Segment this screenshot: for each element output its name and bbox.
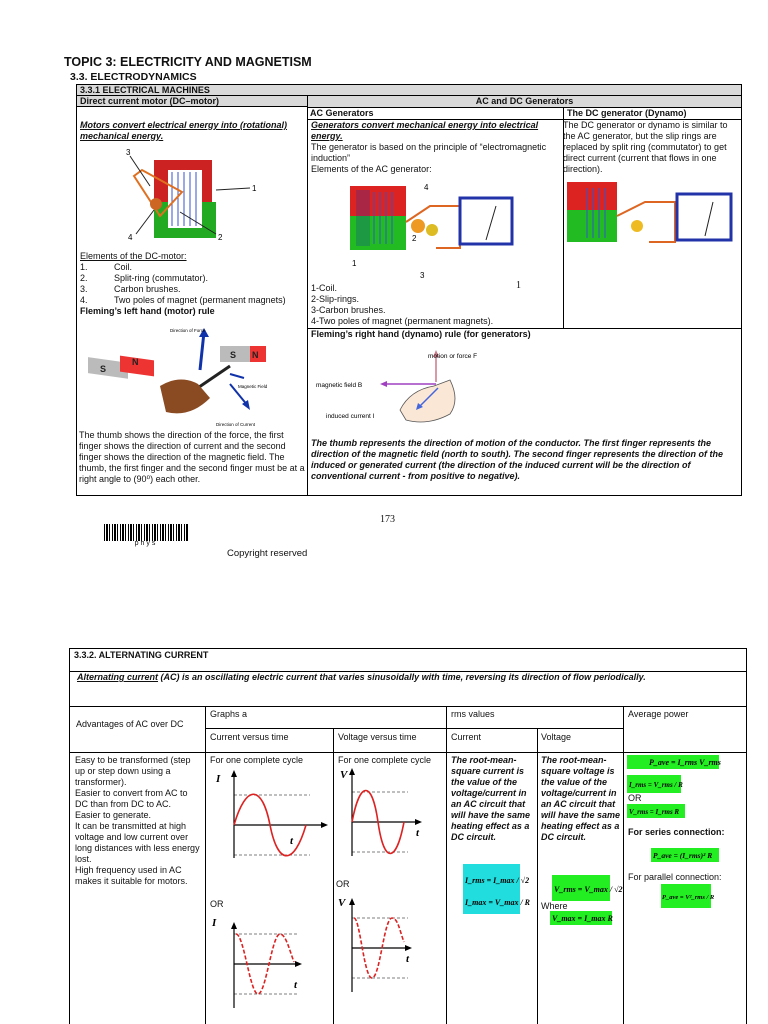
sub-voltage: Voltage: [541, 732, 572, 742]
ac-definition: [77, 672, 737, 683]
motor-intro: Motors convert electrical energy into (rotational) mechanical energy.: [80, 120, 288, 141]
motor-elements-title: Elements of the DC-motor:: [80, 251, 187, 261]
pseries-formula-box: [651, 848, 719, 862]
ac-dc-generators-header: AC and DC Generators: [308, 96, 741, 108]
current-one-cycle: For one complete cycle: [210, 755, 304, 765]
voltage-graph-1: [338, 764, 444, 860]
dc-generator-header: The DC generator (Dynamo): [567, 108, 687, 118]
direction-of-current-label: Direction of Current: [216, 422, 256, 427]
col-average-power: Average power: [628, 709, 689, 719]
advantage-item: It can be transmitted at high voltage and low current over long distances with less energy lost.: [75, 821, 200, 864]
section-title: 3.3. ELECTRODYNAMICS: [70, 71, 197, 83]
axis-t: t: [290, 835, 294, 847]
acgen-label-2: 2: [412, 234, 417, 243]
dc-generator-figure: [565, 176, 740, 266]
vrms2-formula-box: [627, 804, 685, 818]
axis-t: t: [416, 827, 420, 839]
fleming-left-title: Fleming’s left hand (motor) rule: [80, 306, 215, 316]
copyright: Copyright reserved: [227, 548, 308, 559]
formula-p-ave: P_ave = I_rms V_rms: [649, 758, 721, 767]
series-label: For series connection:: [628, 827, 725, 837]
dynamo-text: The DC generator or dynamo is similar to the AC generator, but the slip rings are replaced by split ring (commutator) to get direct current (current that flows in one direction).: [563, 120, 728, 174]
dc-motor-figure: [120, 146, 270, 246]
motor-element-row: 4. Two poles of magnet (permanent magnets): [80, 295, 286, 305]
left-hand-rule-figure: [80, 328, 304, 430]
advantage-item: Easy to be transformed (step up or step down using a transformer).: [75, 755, 191, 787]
voltage-or: OR: [336, 879, 350, 889]
motor-element-row: 3. Carbon brushes.: [80, 284, 181, 294]
motor-elements: [80, 251, 304, 317]
current-graph-1: [210, 768, 332, 862]
ac-generators-header: AC Generators: [310, 108, 374, 118]
axis-i: I: [216, 773, 221, 785]
motor-label-1: 1: [252, 184, 257, 193]
vmax-formula-box: [550, 911, 612, 925]
induced-current-label: induced current I: [326, 413, 375, 420]
motor-element-row: 1. Coil.: [80, 262, 133, 272]
generator-element: 3-Carbon brushes.: [311, 305, 386, 315]
ac-section-header: 3.3.2. ALTERNATING CURRENT: [74, 650, 209, 660]
formula-p-parallel: P_ave = V²_rms / R: [662, 894, 715, 901]
axis-i: I: [212, 917, 217, 929]
dc-motor-header: Direct current motor (DC–motor): [77, 96, 308, 107]
ac-definition-rest: (AC) is an oscillating electric current that varies sinusoidally with time, reversing its direction of flow periodically.: [158, 672, 646, 682]
generator-elements: [311, 283, 561, 327]
motor-label-4: 4: [128, 233, 133, 242]
barcode-logo: [104, 524, 188, 548]
rms-voltage-text: The root-mean-square voltage is the value of the voltage/current in an AC circuit that will have the same heating effect as a DC circuit.: [541, 755, 621, 842]
axis-v: V: [338, 897, 346, 909]
direction-of-force-label: Direction of Force: [170, 328, 206, 333]
acgen-label-1: 1: [352, 259, 357, 268]
generator-element: 4-Two poles of magnet (permanent magnets).: [311, 316, 494, 326]
generator-element: 1-Coil.: [311, 283, 338, 293]
formula-p-series: P_ave = (I_rms)² R: [653, 851, 713, 860]
generator-principle: The generator is based on the principle of “electromagnetic induction”: [311, 142, 547, 163]
magnet-s2: S: [230, 350, 237, 360]
magnetic-field-label: Magnetic Field: [238, 384, 268, 389]
parallel-label: For parallel connection:: [628, 872, 722, 882]
voltage-graph-2: [338, 892, 444, 998]
current-or: OR: [210, 899, 224, 909]
ac-definition-term: Alternating current: [77, 672, 159, 682]
acgen-label-4: 4: [424, 183, 429, 192]
magnet-n1: N: [132, 357, 139, 367]
col-rms: rms values: [451, 709, 495, 719]
motor-label-2: 2: [218, 233, 223, 242]
power-or: OR: [628, 793, 642, 803]
motor-label-3: 3: [126, 148, 131, 157]
formula-i-rms: I_rms = I_max / √2: [465, 876, 530, 885]
sub-current: Current: [451, 732, 482, 742]
barcode-text: phys: [134, 540, 158, 547]
magnet-n2: N: [252, 350, 259, 360]
formula-v-rms: V_rms = V_max / √2: [554, 885, 623, 894]
generator-intro-text: Generators convert mechanical energy into electrical energy.: [311, 120, 539, 141]
col-graphs: Graphs a: [210, 709, 248, 719]
axis-v: V: [340, 769, 348, 781]
formula-i-max: I_max = V_max / R: [465, 898, 531, 907]
magnet-s1: S: [100, 364, 107, 374]
formula-v-max: V_max = I_max R: [552, 914, 613, 923]
acgen-label-3: 3: [420, 271, 425, 280]
vrms-formula-box: [552, 875, 623, 901]
formula-v-rms-2: V_rms = I_rms R: [629, 808, 680, 816]
ac-generator-figure: [340, 178, 520, 278]
page-number: 173: [380, 514, 395, 525]
right-hand-text: The thumb represents the direction of motion of the conductor. The first finger represents the direction of the magnetic field (north to south). The second finger represents the direction of the induced or generated current (the direction of the induced current will be the direction of conventional current - from positive to negative).: [311, 438, 724, 481]
generator-elements-lead: Elements of the AC generator:: [311, 164, 432, 174]
pave-formula-box: [627, 755, 719, 769]
sub-voltage-time: Voltage versus time: [338, 732, 417, 742]
fleming-right-title: Fleming’s right hand (dynamo) rule (for generators): [311, 329, 531, 339]
right-hand-rule-figure: [310, 350, 560, 430]
formula-i-rms-2: I_rms = V_rms / R: [629, 781, 683, 789]
pparallel-formula-box: [661, 884, 715, 908]
advantage-item: High frequency used in AC makes it suitable for motors.: [75, 865, 188, 886]
generator-intro: [311, 120, 561, 175]
topic-title: TOPIC 3: ELECTRICITY AND MAGNETISM: [64, 55, 312, 69]
stray-number: 1: [516, 280, 521, 291]
magnetic-field-b-label: magnetic field B: [316, 382, 363, 389]
col-advantages: Advantages of AC over DC: [76, 719, 184, 729]
axis-t: t: [294, 979, 298, 991]
irms-formula-box: [463, 864, 531, 914]
irms2-formula-box: [627, 775, 681, 793]
generator-element: 2-Slip-rings.: [311, 294, 360, 304]
advantage-item: Easier to generate.: [75, 810, 152, 820]
current-graph-2: [210, 912, 332, 1018]
where-label: Where: [541, 901, 568, 911]
advantages-list: [75, 755, 203, 887]
left-hand-text: The thumb shows the direction of the force, the first finger shows the direction of current and the second finger shows the direction of the magnetic field. The thumb, the first finger and the second finger must be at a right angle to (90⁰) each other.: [79, 430, 305, 484]
voltage-one-cycle: For one complete cycle: [338, 755, 432, 765]
motor-element-row: 2. Split-ring (commutator).: [80, 273, 209, 283]
axis-t: t: [406, 953, 410, 965]
sub-current-time: Current versus time: [210, 732, 289, 742]
motion-label: motion or force F: [428, 353, 478, 360]
rms-current-text: The root-mean-square current is the value of the voltage/current in an AC circuit that will have the same heating effect as a DC circuit.: [451, 755, 531, 842]
advantage-item: Easier to convert from AC to DC than from DC to AC.: [75, 788, 188, 809]
table-title: 3.3.1 ELECTRICAL MACHINES: [77, 85, 741, 96]
